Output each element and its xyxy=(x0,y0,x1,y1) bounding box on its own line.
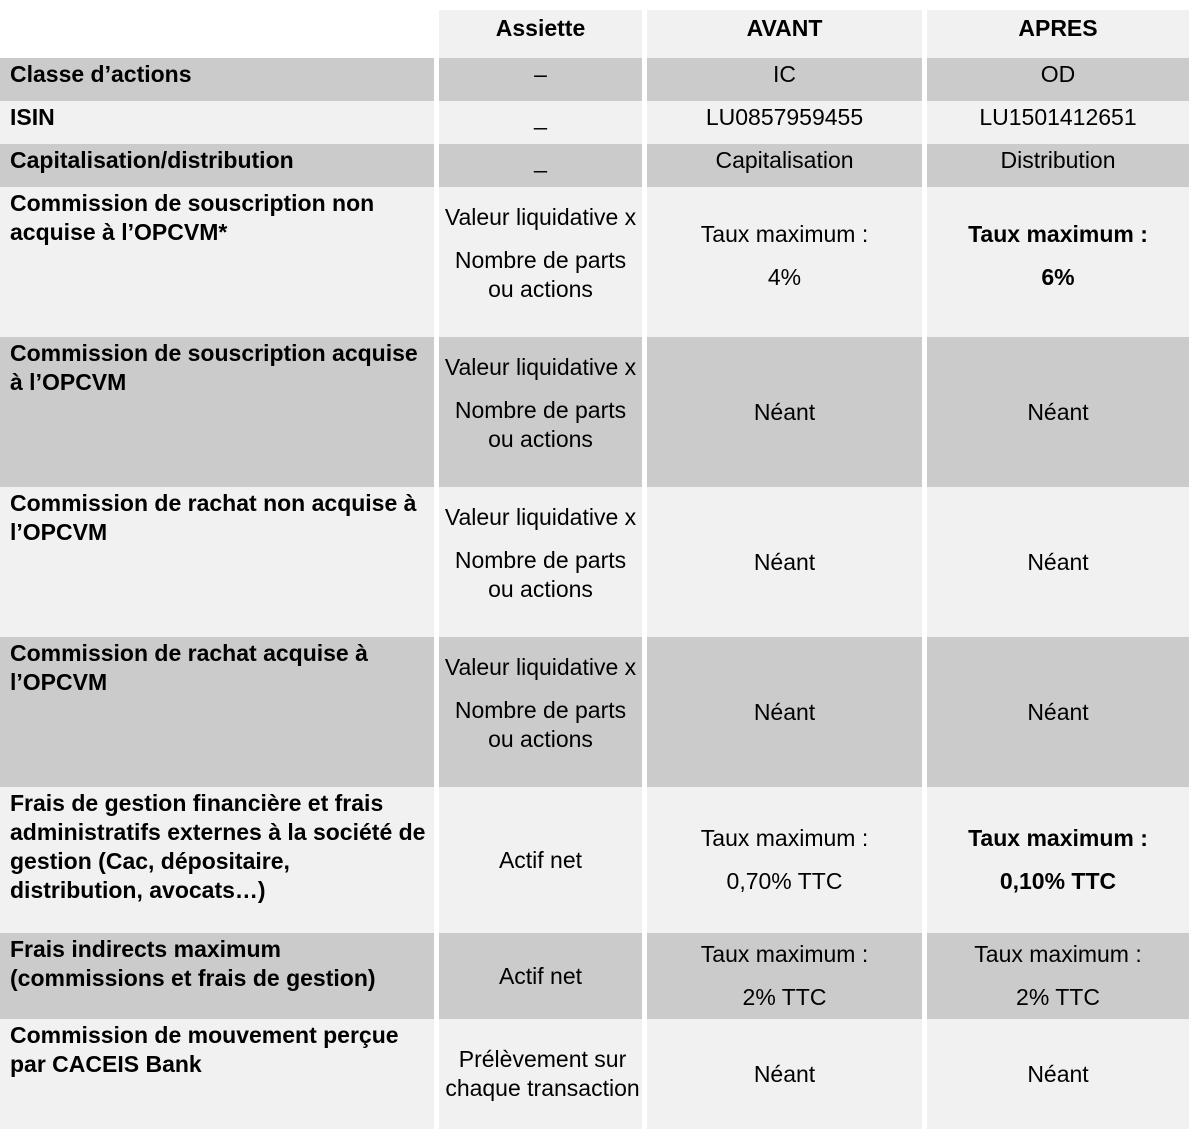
table-row xyxy=(0,1019,1189,1129)
assiette-line-2: Nombre de parts ou actions xyxy=(454,547,627,602)
assiette-cell: _ xyxy=(439,144,642,187)
row-label: Commission de mouvement perçue par CACEIS Bank xyxy=(0,1019,434,1129)
header-avant: AVANT xyxy=(647,10,922,58)
apres-line-2: 6% xyxy=(1041,264,1075,290)
header-corner-cell xyxy=(0,10,434,58)
apres-cell xyxy=(927,187,1189,337)
table-row xyxy=(0,933,1189,1019)
apres-cell: Distribution xyxy=(927,144,1189,187)
avant-cell: IC xyxy=(647,58,922,101)
apres-cell xyxy=(927,787,1189,933)
avant-line-2: 4% xyxy=(767,264,802,290)
header-row xyxy=(0,10,1189,58)
avant-cell: Capitalisation xyxy=(647,144,922,187)
fees-comparison-table xyxy=(0,10,1194,1129)
apres-line-1: Taux maximum : xyxy=(974,941,1142,967)
apres-line-1: Taux maximum : xyxy=(968,221,1148,247)
avant-line-2: 2% TTC xyxy=(742,984,827,1010)
row-label: Capitalisation/distribution xyxy=(0,144,434,187)
assiette-line-1: Valeur liquidative x xyxy=(444,504,637,530)
apres-cell xyxy=(927,933,1189,1019)
table-row xyxy=(0,187,1189,337)
avant-cell: Néant xyxy=(647,487,922,637)
avant-cell: Néant xyxy=(647,1019,922,1129)
assiette-cell: Actif net xyxy=(439,787,642,933)
apres-cell: OD xyxy=(927,58,1189,101)
row-label: Frais indirects maximum (commissions et frais de gestion) xyxy=(0,933,434,1019)
row-label: Commission de rachat acquise à l’OPCVM xyxy=(0,637,434,787)
assiette-cell: Prélèvement sur chaque transaction xyxy=(439,1019,642,1129)
table-row xyxy=(0,637,1189,787)
assiette-cell xyxy=(439,637,642,787)
avant-line-1: Taux maximum : xyxy=(700,941,869,967)
assiette-cell xyxy=(439,337,642,487)
assiette-line-1: Valeur liquidative x xyxy=(444,354,637,380)
assiette-line-1: Valeur liquidative x xyxy=(444,654,637,680)
apres-cell: Néant xyxy=(927,337,1189,487)
table-row xyxy=(0,787,1189,933)
apres-cell: Néant xyxy=(927,637,1189,787)
header-apres: APRES xyxy=(927,10,1189,58)
assiette-cell: Actif net xyxy=(439,933,642,1019)
avant-cell: Néant xyxy=(647,637,922,787)
apres-cell: LU1501412651 xyxy=(927,101,1189,144)
row-label: Commission de rachat non acquise à l’OPCVM xyxy=(0,487,434,637)
row-label: ISIN xyxy=(0,101,434,144)
row-label: Commission de souscription acquise à l’OPCVM xyxy=(0,337,434,487)
table-row xyxy=(0,101,1189,144)
avant-cell xyxy=(647,787,922,933)
assiette-cell xyxy=(439,187,642,337)
table-row xyxy=(0,144,1189,187)
apres-cell: Néant xyxy=(927,487,1189,637)
table-row xyxy=(0,58,1189,101)
apres-line-2: 0,10% TTC xyxy=(999,868,1117,894)
row-label: Frais de gestion financière et frais administratifs externes à la société de gestion (Cac, dépositaire, distribution, avocats…) xyxy=(0,787,434,933)
assiette-line-2: Nombre de parts ou actions xyxy=(454,247,627,302)
avant-line-1: Taux maximum : xyxy=(700,221,869,247)
assiette-line-2: Nombre de parts ou actions xyxy=(454,397,627,452)
assiette-cell: – xyxy=(439,58,642,101)
avant-cell: Néant xyxy=(647,337,922,487)
avant-cell: LU0857959455 xyxy=(647,101,922,144)
assiette-line-2: Nombre de parts ou actions xyxy=(454,697,627,752)
row-label: Classe d’actions xyxy=(0,58,434,101)
assiette-line-1: Valeur liquidative x xyxy=(444,204,637,230)
header-assiette: Assiette xyxy=(439,10,642,58)
table-row xyxy=(0,487,1189,637)
avant-line-1: Taux maximum : xyxy=(700,825,869,851)
table-row xyxy=(0,337,1189,487)
apres-line-2: 2% TTC xyxy=(1016,984,1100,1010)
assiette-cell: _ xyxy=(439,101,642,144)
apres-line-1: Taux maximum : xyxy=(968,825,1148,851)
assiette-cell xyxy=(439,487,642,637)
avant-line-2: 0,70% TTC xyxy=(726,868,843,894)
apres-cell: Néant xyxy=(927,1019,1189,1129)
avant-cell xyxy=(647,933,922,1019)
row-label: Commission de souscription non acquise à l’OPCVM* xyxy=(0,187,434,337)
avant-cell xyxy=(647,187,922,337)
